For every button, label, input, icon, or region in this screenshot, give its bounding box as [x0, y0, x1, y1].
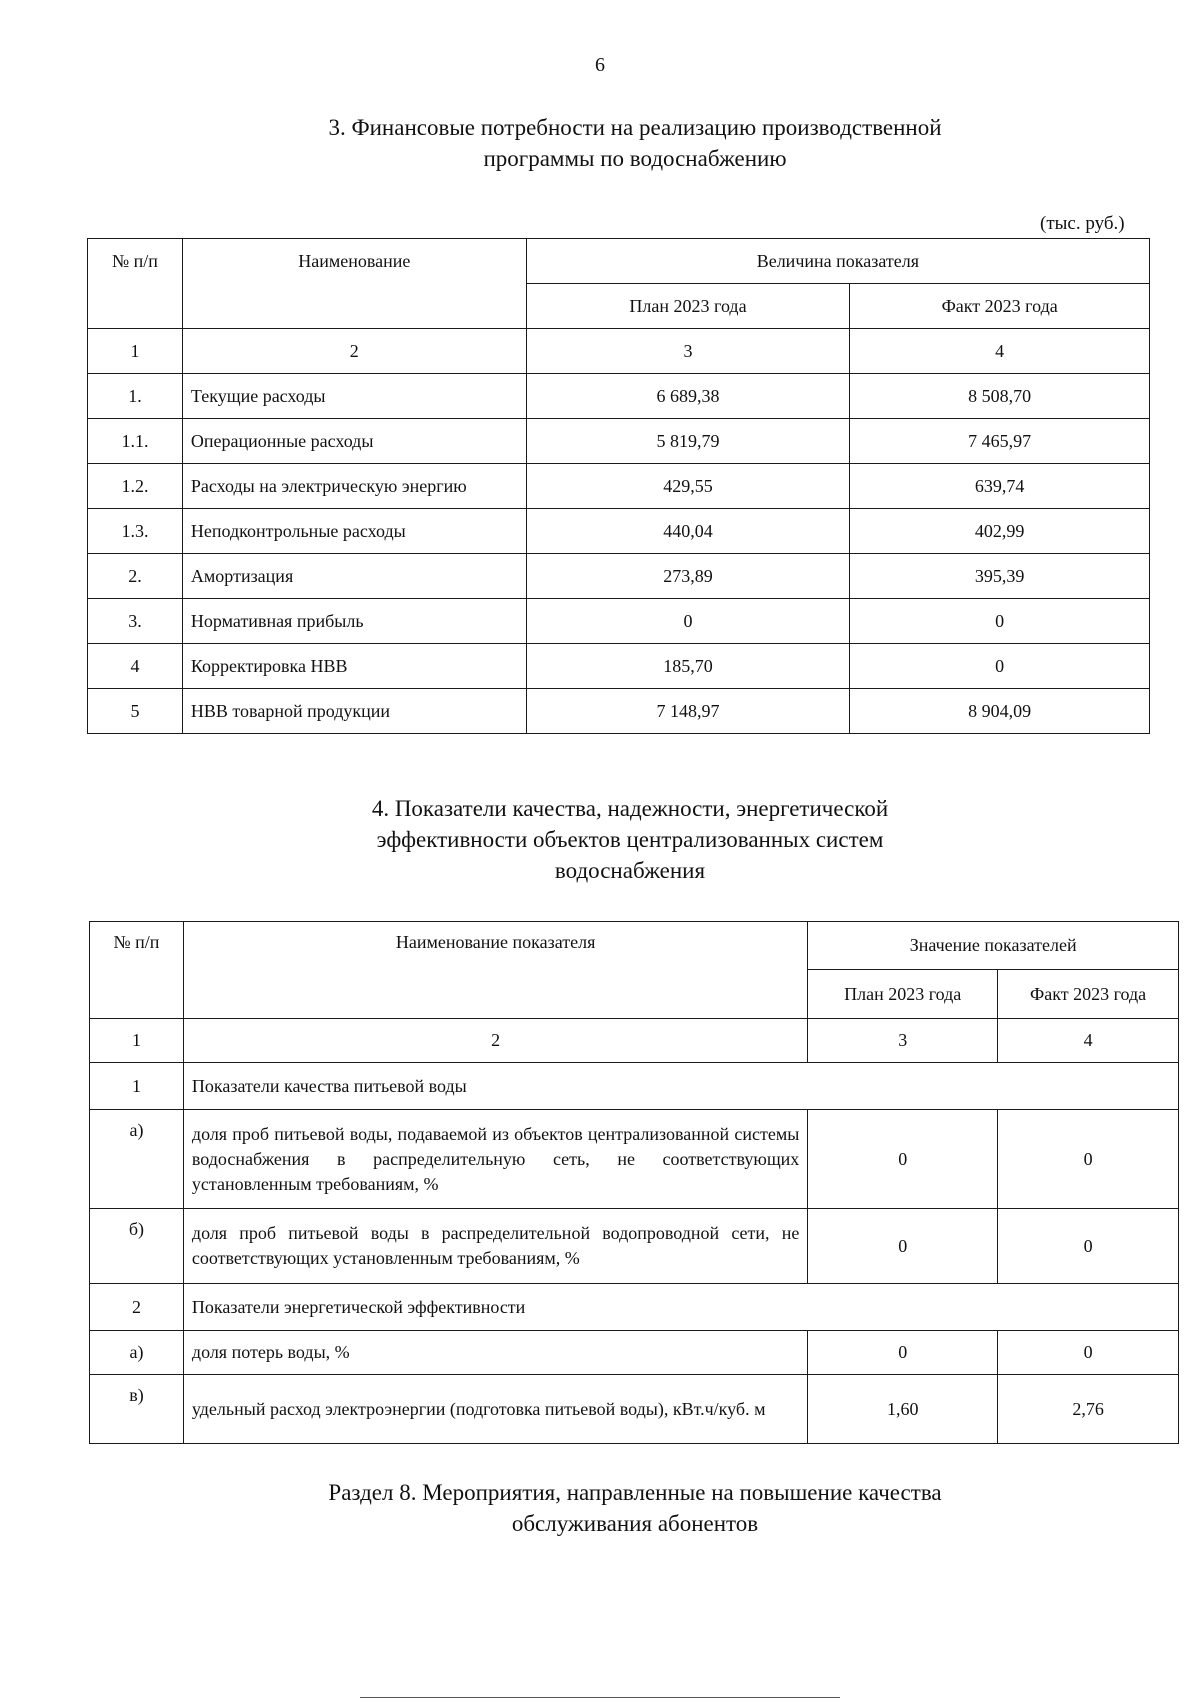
index-cell: 3	[526, 329, 850, 374]
section8-title-line1: Раздел 8. Мероприятия, направленные на повышение качества	[328, 1480, 942, 1505]
section4-title-line3: водоснабжения	[554, 858, 706, 883]
row-name: доля потерь воды, %	[183, 1331, 807, 1375]
row-name: Текущие расходы	[182, 374, 526, 419]
row-num: 3.	[88, 599, 183, 644]
section4-title	[0, 793, 1200, 886]
row-name: Неподконтрольные расходы	[182, 509, 526, 554]
row-fact: 395,39	[850, 554, 1150, 599]
quality-indicators-table	[89, 921, 1179, 1444]
row-num: 4	[88, 644, 183, 689]
row-fact: 402,99	[850, 509, 1150, 554]
header-plan: План 2023 года	[526, 284, 850, 329]
row-name: доля проб питьевой воды в распределительной водопроводной сети, не соответствующих установленным требованиям, %	[183, 1209, 807, 1284]
row-fact: 0	[998, 1209, 1179, 1284]
row-name: удельный расход электроэнергии (подготовка питьевой воды), кВт.ч/куб. м	[183, 1375, 807, 1444]
table-row	[90, 1375, 1179, 1444]
row-name: Корректировка НВВ	[182, 644, 526, 689]
row-plan: 0	[808, 1331, 998, 1375]
row-num: а)	[90, 1331, 184, 1375]
row-plan: 0	[808, 1209, 998, 1284]
index-row	[90, 1019, 1179, 1063]
row-fact: 8 904,09	[850, 689, 1150, 734]
row-plan: 185,70	[526, 644, 850, 689]
table-row	[90, 1209, 1179, 1284]
header-name: Наименование показателя	[183, 922, 807, 1019]
row-name: Амортизация	[182, 554, 526, 599]
section3-title-line1: 3. Финансовые потребности на реализацию производственной	[328, 115, 942, 140]
units-label: (тыс. руб.)	[1040, 213, 1125, 234]
table-row	[90, 1331, 1179, 1375]
row-plan: 5 819,79	[526, 419, 850, 464]
header-name: Наименование	[182, 239, 526, 329]
header-num: № п/п	[88, 239, 183, 329]
table-row	[88, 464, 1150, 509]
page-number: 6	[595, 54, 605, 76]
row-fact: 0	[850, 599, 1150, 644]
row-name: НВВ товарной продукции	[182, 689, 526, 734]
group-name: Показатели энергетической эффективности	[183, 1284, 1178, 1331]
row-fact: 8 508,70	[850, 374, 1150, 419]
row-plan: 1,60	[808, 1375, 998, 1444]
header-fact: Факт 2023 года	[998, 970, 1179, 1019]
index-cell: 2	[183, 1019, 807, 1063]
page-bottom-rule	[360, 1697, 840, 1698]
row-num: 5	[88, 689, 183, 734]
header-num: № п/п	[90, 922, 184, 1019]
row-fact: 2,76	[998, 1375, 1179, 1444]
row-num: 1.1.	[88, 419, 183, 464]
row-fact: 0	[850, 644, 1150, 689]
row-name: доля проб питьевой воды, подаваемой из объектов централизованной системы водоснабжения в распределительную сеть, не соответствующих установленным требованиям, %	[183, 1110, 807, 1209]
index-row	[88, 329, 1150, 374]
section3-title	[0, 112, 1200, 174]
header-fact: Факт 2023 года	[850, 284, 1150, 329]
row-num: 2.	[88, 554, 183, 599]
row-fact: 7 465,97	[850, 419, 1150, 464]
row-fact: 0	[998, 1331, 1179, 1375]
section4-title-line2: эффективности объектов централизованных систем	[376, 827, 884, 852]
group-num: 1	[90, 1063, 184, 1110]
table-row	[88, 419, 1150, 464]
row-name: Нормативная прибыль	[182, 599, 526, 644]
row-plan: 273,89	[526, 554, 850, 599]
table-row	[88, 374, 1150, 419]
row-num: а)	[90, 1110, 184, 1209]
section4-title-line1: 4. Показатели качества, надежности, энергетической	[371, 796, 889, 821]
row-plan: 7 148,97	[526, 689, 850, 734]
index-cell: 1	[88, 329, 183, 374]
header-plan: План 2023 года	[808, 970, 998, 1019]
section3-title-line2: программы по водоснабжению	[483, 146, 787, 171]
index-cell: 4	[850, 329, 1150, 374]
row-plan: 440,04	[526, 509, 850, 554]
header-value-group: Величина показателя	[526, 239, 1149, 284]
group-row	[90, 1063, 1179, 1110]
group-num: 2	[90, 1284, 184, 1331]
row-num: б)	[90, 1209, 184, 1284]
index-cell: 1	[90, 1019, 184, 1063]
table-row	[88, 599, 1150, 644]
table-row	[88, 509, 1150, 554]
table-row	[88, 554, 1150, 599]
row-num: 1.	[88, 374, 183, 419]
index-cell: 2	[182, 329, 526, 374]
header-value-group: Значение показателей	[808, 922, 1179, 970]
row-fact: 639,74	[850, 464, 1150, 509]
financial-needs-table	[87, 238, 1150, 734]
row-num: 1.3.	[88, 509, 183, 554]
section8-title	[0, 1477, 1200, 1539]
index-cell: 3	[808, 1019, 998, 1063]
table-row	[90, 1110, 1179, 1209]
row-plan: 0	[808, 1110, 998, 1209]
index-cell: 4	[998, 1019, 1179, 1063]
row-plan: 6 689,38	[526, 374, 850, 419]
row-num: в)	[90, 1375, 184, 1444]
row-plan: 0	[526, 599, 850, 644]
table-row	[88, 689, 1150, 734]
section8-title-line2: обслуживания абонентов	[511, 1511, 759, 1536]
row-fact: 0	[998, 1110, 1179, 1209]
row-plan: 429,55	[526, 464, 850, 509]
table-row	[88, 644, 1150, 689]
row-name: Операционные расходы	[182, 419, 526, 464]
group-row	[90, 1284, 1179, 1331]
row-name: Расходы на электрическую энергию	[182, 464, 526, 509]
row-num: 1.2.	[88, 464, 183, 509]
group-name: Показатели качества питьевой воды	[183, 1063, 1178, 1110]
